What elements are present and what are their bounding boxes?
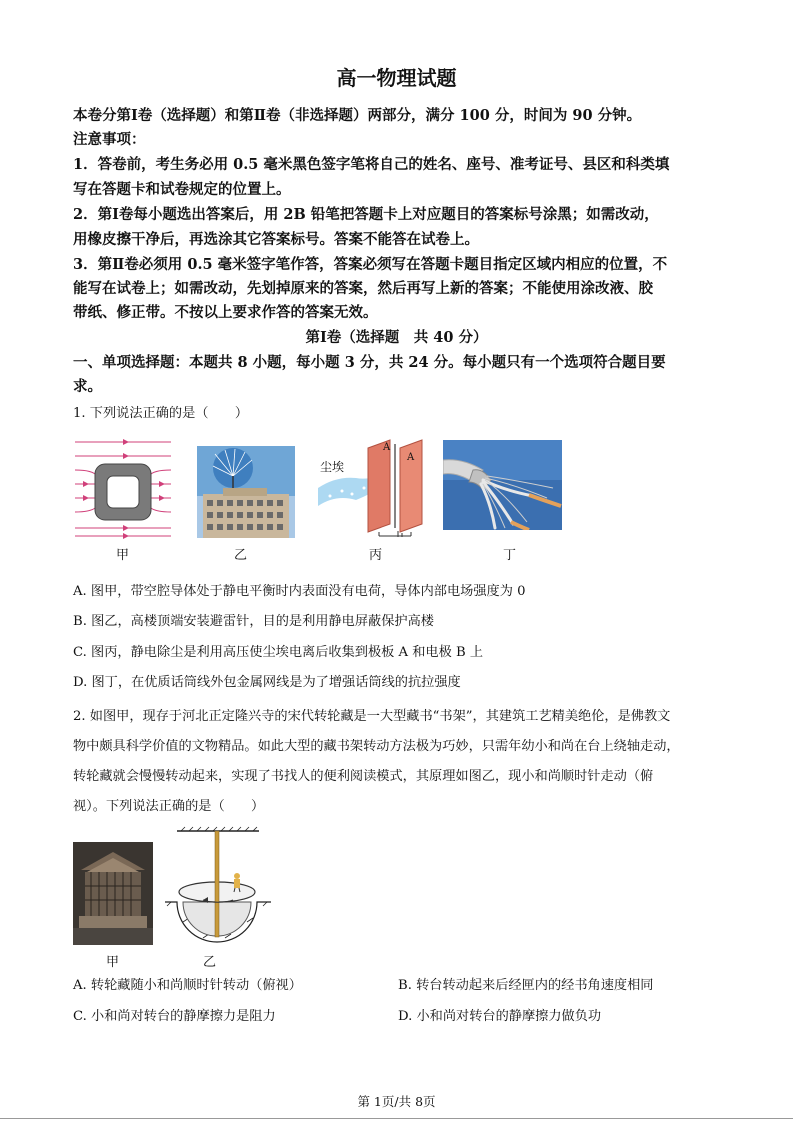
instruction-line: 3．第Ⅱ卷必须用 0.5 毫米签字笔作答，答案必须写在答题卡题目指定区域内相应的位置，不 — [73, 256, 668, 273]
q1-option-b: B. 图乙，高楼顶端安装避雷针，目的是利用静电屏蔽保护高楼 — [73, 614, 434, 629]
fig-label: 乙 — [234, 548, 248, 563]
page-footer: 第 1页/共 8页 — [357, 1094, 436, 1109]
instruction-line: 能写在试卷上；如需改动，先划掉原来的答案，然后再写上新的答案；不能使用涂改液、胶 — [73, 280, 653, 297]
q1-stem: 1. 下列说法正确的是（ ） — [73, 406, 249, 421]
fig-label: 丁 — [503, 548, 517, 563]
part-title-cont: 求。 — [73, 378, 102, 395]
part-title: 一、单项选择题：本题共 8 小题，每小题 3 分，共 24 分。每小题只有一个选项符合题目要 — [73, 354, 666, 371]
q1-option-c: C. 图丙，静电除尘是利用高压使尘埃电离后收集到极板 A 和电极 B 上 — [73, 645, 484, 660]
q2-stem-line: 转轮藏就会慢慢转动起来，实现了书找人的便利阅读模式，其原理如图乙，现小和尚顺时针走动（俯 — [73, 769, 654, 784]
fig-label: 甲 — [106, 955, 120, 970]
bottom-divider — [0, 1118, 793, 1119]
q2-option-c: C. 小和尚对转台的静摩擦力是阻力 — [73, 1009, 276, 1024]
figure-shielded-cable — [443, 440, 562, 530]
figure-precipitator — [316, 436, 426, 538]
plate-a-label: A — [407, 452, 415, 463]
q2-option-b: B. 转台转动起来后经匣内的经书角速度相同 — [398, 978, 654, 993]
instruction-line: 1．答卷前，考生务必用 0.5 毫米黑色签字笔将自己的姓名、座号、准考证号、县区和科类填 — [73, 156, 670, 173]
plate-a-label: A — [383, 442, 391, 453]
figure-sutra-repository — [73, 842, 153, 945]
q2-stem-line: 视）。下列说法正确的是（ ） — [73, 799, 265, 814]
instruction-line: 带纸、修正带。不按以上要求作答的答案无效。 — [73, 304, 378, 321]
figure-turntable-diagram — [163, 826, 273, 944]
page-title: 高一物理试题 — [336, 66, 457, 90]
q2-option-a: A. 转轮藏随小和尚顺时针转动（俯视） — [73, 978, 302, 993]
q1-option-d: D. 图丁，在优质话筒线外包金属网线是为了增强话筒线的抗拉强度 — [73, 675, 461, 690]
fig-label: 甲 — [116, 548, 130, 563]
instruction-line: 本卷分第Ⅰ卷（选择题）和第Ⅱ卷（非选择题）两部分，满分 100 分，时间为 90 分钟。 — [73, 107, 642, 124]
fig-label: 丙 — [369, 548, 383, 563]
instruction-line: 用橡皮擦干净后，再选涂其它答案标号。答案不能答在试卷上。 — [73, 231, 479, 248]
q2-stem-line: 物中颇具科学价值的文物精品。如此大型的藏书架转动方法极为巧妙，只需年幼小和尚在台上绕轴走动， — [73, 739, 680, 754]
q2-option-d: D. 小和尚对转台的静摩擦力做负功 — [398, 1009, 602, 1024]
q2-stem-line: 2. 如图甲，现存于河北正定隆兴寺的宋代转轮藏是一大型藏书“书架”，其建筑工艺精美绝伦，是佛教文 — [73, 709, 671, 724]
section-title: 第Ⅰ卷（选择题 共 40 分） — [305, 329, 488, 346]
figure-cavity-conductor — [73, 436, 173, 540]
dust-label: 尘埃 — [320, 460, 345, 474]
instruction-line: 注意事项： — [73, 131, 146, 148]
q1-option-a: A. 图甲，带空腔导体处于静电平衡时内表面没有电荷，导体内部电场强度为 0 — [73, 584, 526, 599]
instruction-line: 写在答题卡和试卷规定的位置上。 — [73, 181, 291, 198]
fig-label: 乙 — [203, 955, 217, 970]
instruction-line: 2．第Ⅰ卷每小题选出答案后，用 2B 铅笔把答题卡上对应题目的答案标号涂黑；如需改动， — [73, 206, 659, 223]
figure-lightning-rod — [197, 446, 295, 538]
